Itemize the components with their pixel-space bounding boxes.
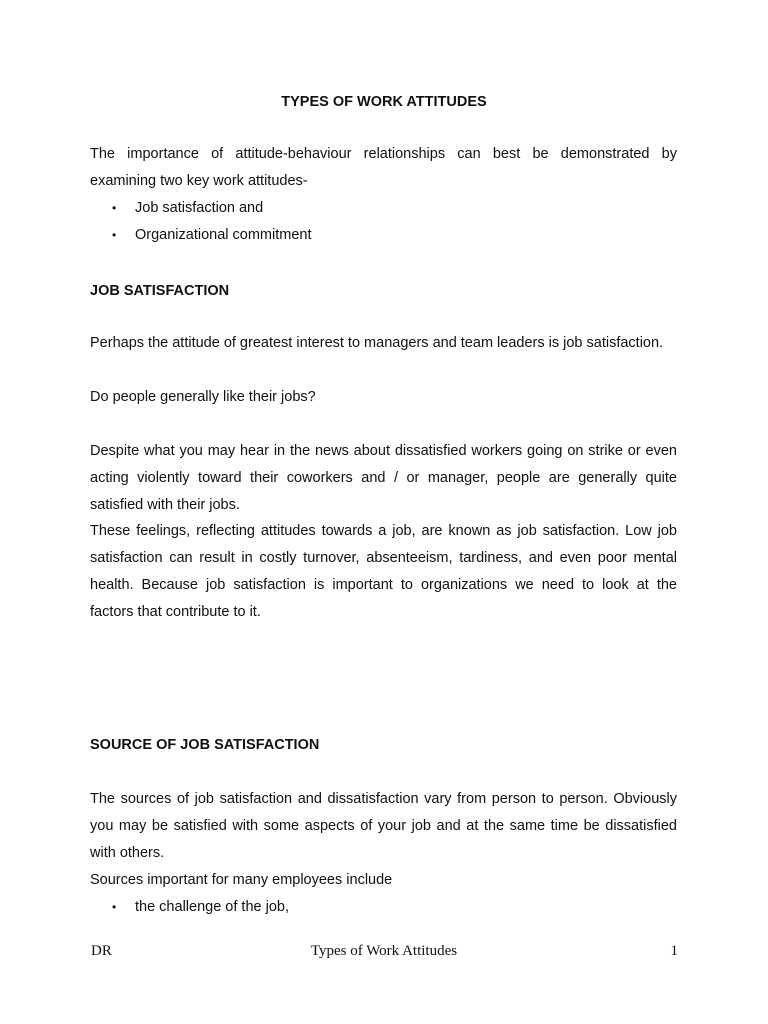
bullet-text: Organizational commitment bbox=[135, 227, 312, 243]
section-heading-job-satisfaction: JOB SATISFACTION bbox=[90, 283, 230, 299]
intro-line-2: examining two key work attitudes- bbox=[90, 173, 308, 189]
paragraph-line: These feelings, reflecting attitudes towards a job, are known as job satisfaction. Low job bbox=[90, 523, 677, 539]
bullet-icon: • bbox=[112, 228, 117, 242]
paragraph-line: The sources of job satisfaction and dissatisfaction vary from person to person. Obviously bbox=[90, 791, 677, 807]
bullet-icon: • bbox=[112, 900, 117, 914]
paragraph: Perhaps the attitude of greatest interest to managers and team leaders is job satisfaction. bbox=[90, 335, 664, 351]
bullet-text: Job satisfaction and bbox=[135, 200, 264, 216]
bullet-list-item bbox=[112, 894, 289, 921]
footer-title: Types of Work Attitudes bbox=[310, 943, 458, 959]
paragraph-line: you may be satisfied with some aspects of your job and at the same time be dissatisfied bbox=[90, 818, 677, 834]
paragraph-line: health. Because job satisfaction is important to organizations we need to look at the bbox=[90, 577, 677, 593]
paragraph-line: satisfaction can result in costly turnover, absenteeism, tardiness, and even poor mental bbox=[90, 550, 677, 566]
bullet-icon: • bbox=[112, 201, 117, 215]
paragraph-line: satisfied with their jobs. bbox=[90, 497, 240, 513]
page-number: 1 bbox=[670, 943, 678, 959]
page-title: TYPES OF WORK ATTITUDES bbox=[281, 94, 487, 110]
paragraph-line: acting violently toward their coworkers and / or manager, people are generally quite bbox=[90, 470, 677, 486]
paragraph-line: factors that contribute to it. bbox=[90, 604, 261, 620]
section-heading-source-of-job-satisfaction: SOURCE OF JOB SATISFACTION bbox=[90, 737, 320, 753]
paragraph-line: Despite what you may hear in the news about dissatisfied workers going on strike or even bbox=[90, 443, 677, 459]
footer-left: DR bbox=[91, 943, 112, 959]
intro-line-1: The importance of attitude-behaviour relationships can best be demonstrated by bbox=[90, 146, 677, 162]
paragraph: Do people generally like their jobs? bbox=[90, 389, 316, 405]
paragraph-line: with others. bbox=[90, 845, 165, 861]
bullet-text: the challenge of the job, bbox=[135, 899, 289, 915]
bullet-list-item bbox=[112, 195, 263, 222]
paragraph-line: Sources important for many employees include bbox=[90, 872, 393, 888]
bullet-list-item bbox=[112, 222, 312, 249]
